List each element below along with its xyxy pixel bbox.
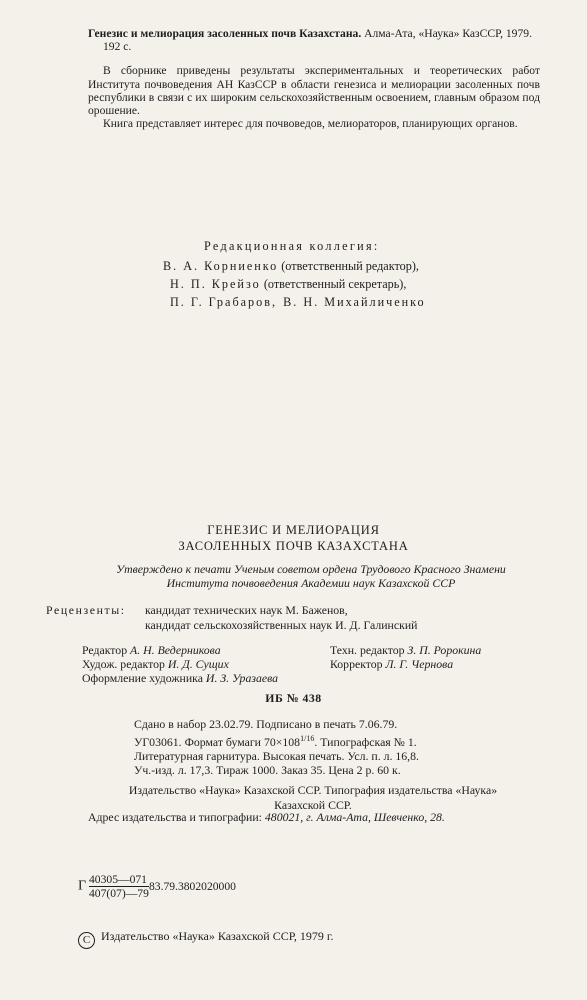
staff-designer: Оформление художника И. З. Уразаева: [82, 671, 279, 685]
member-name: П. Г. Грабаров,: [170, 295, 278, 309]
member-name: В. Н. Михайличенко: [283, 295, 426, 309]
publisher-address: Адрес издательства и типографии: 480021, г. Алма-Ата, Шевченко, 28.: [88, 810, 445, 824]
index-fraction: [89, 873, 149, 900]
audience-paragraph: Книга представляет интерес для почвоведов, мелиораторов, планирующих органов.: [103, 117, 518, 131]
index-letter: Г: [78, 878, 87, 894]
index-code: 83.79.3802020000: [148, 880, 236, 893]
staff-art-editor: Худож. редактор И. Д. Сущих: [82, 657, 229, 671]
copyright: [78, 929, 333, 949]
book-title-bold: Генезис и мелиорация засоленных почв Казахстана.: [88, 27, 362, 40]
book-title: [0, 522, 587, 554]
board-member: [170, 276, 406, 294]
printing-details: [134, 717, 554, 778]
summary-paragraph: В сборнике приведены результаты экспериментальных и теоретических работ Института почвоведения АН КазССР в области генезиса и мелиорации засоленных почв республики в связи с их широким сельскохозяйственным освоением, главным образом под орошение.: [88, 64, 540, 118]
board-member: [163, 258, 419, 276]
annotation-block: [88, 27, 540, 130]
book-title-line: ГЕНЕЗИС И МЕЛИОРАЦИЯ: [207, 523, 380, 537]
approval-note: [80, 562, 542, 590]
publisher-line: Издательство «Наука» Казахской ССР. Типография издательства «Наука»: [128, 783, 498, 797]
address-value: 480021, г. Алма-Ата, Шевченко, 28.: [264, 810, 445, 824]
publication-info: Алма-Ата, «Наука» КазССР, 1979.: [361, 27, 532, 40]
bibliographic-title: [88, 27, 540, 40]
art-editor-name: И. Д. Сущих: [167, 657, 229, 671]
print-line: УГ03061. Формат бумаги $70\times 108^{1/16}$. Типографская № 1.: [134, 733, 417, 749]
print-line: Литературная гарнитура. Высокая печать. Усл. п. л. 16,8.: [134, 748, 419, 763]
index-denominator: 407(07)—79: [89, 887, 149, 900]
copyright-icon: C: [78, 932, 95, 949]
catalog-index: [78, 873, 236, 900]
publisher-info: [78, 783, 548, 812]
reviewers: [46, 603, 546, 632]
tech-editor-name: З. П. Ророкина: [407, 643, 482, 657]
staff-proofreader: Корректор Л. Г. Чернова: [330, 657, 454, 671]
member-role: (ответственный редактор),: [278, 259, 419, 273]
copyright-text: Издательство «Наука» Казахской ССР, 1979 г.: [101, 929, 334, 943]
staff-editor: Редактор А. Н. Ведерникова: [82, 643, 221, 657]
board-member: [170, 294, 426, 312]
board-heading: Редакционная коллегия:: [204, 239, 380, 253]
editor-name: А. Н. Ведерникова: [130, 643, 221, 657]
index-numerator: 40305—071: [89, 873, 147, 886]
print-line: Уч.-изд. л. 17,3. Тираж 1000. Заказ 35. Цена 2 р. 60 к.: [134, 763, 401, 778]
reviewers-label: Рецензенты:: [46, 603, 126, 617]
print-line: Сдано в набор 23.02.79. Подписано в печать 7.06.79.: [134, 717, 398, 731]
publisher-line: Казахской ССР.: [274, 797, 352, 812]
reviewer: кандидат технических наук М. Баженов,: [145, 603, 348, 617]
book-title-line: ЗАСОЛЕННЫХ ПОЧВ КАЗАХСТАНА: [178, 539, 409, 553]
proofreader-name: Л. Г. Чернова: [385, 657, 454, 671]
member-name: В. А. Корниенко: [163, 259, 279, 273]
approval-line: Института почвоведения Академии наук Казахской ССР: [166, 576, 456, 590]
approval-line: Утверждено к печати Ученым советом ордена Трудового Красного Знамени: [116, 562, 506, 576]
member-name: Н. П. Крейзо: [170, 277, 261, 291]
designer-name: И. З. Уразаева: [205, 671, 279, 685]
staff-tech-editor: Техн. редактор З. П. Ророкина: [330, 643, 482, 657]
page-count: 192 с.: [103, 40, 132, 54]
member-role: (ответственный секретарь),: [260, 277, 407, 291]
ib-number: ИБ № 438: [265, 691, 322, 705]
reviewer: кандидат сельскохозяйственных наук И. Д. Галинский: [145, 617, 418, 632]
